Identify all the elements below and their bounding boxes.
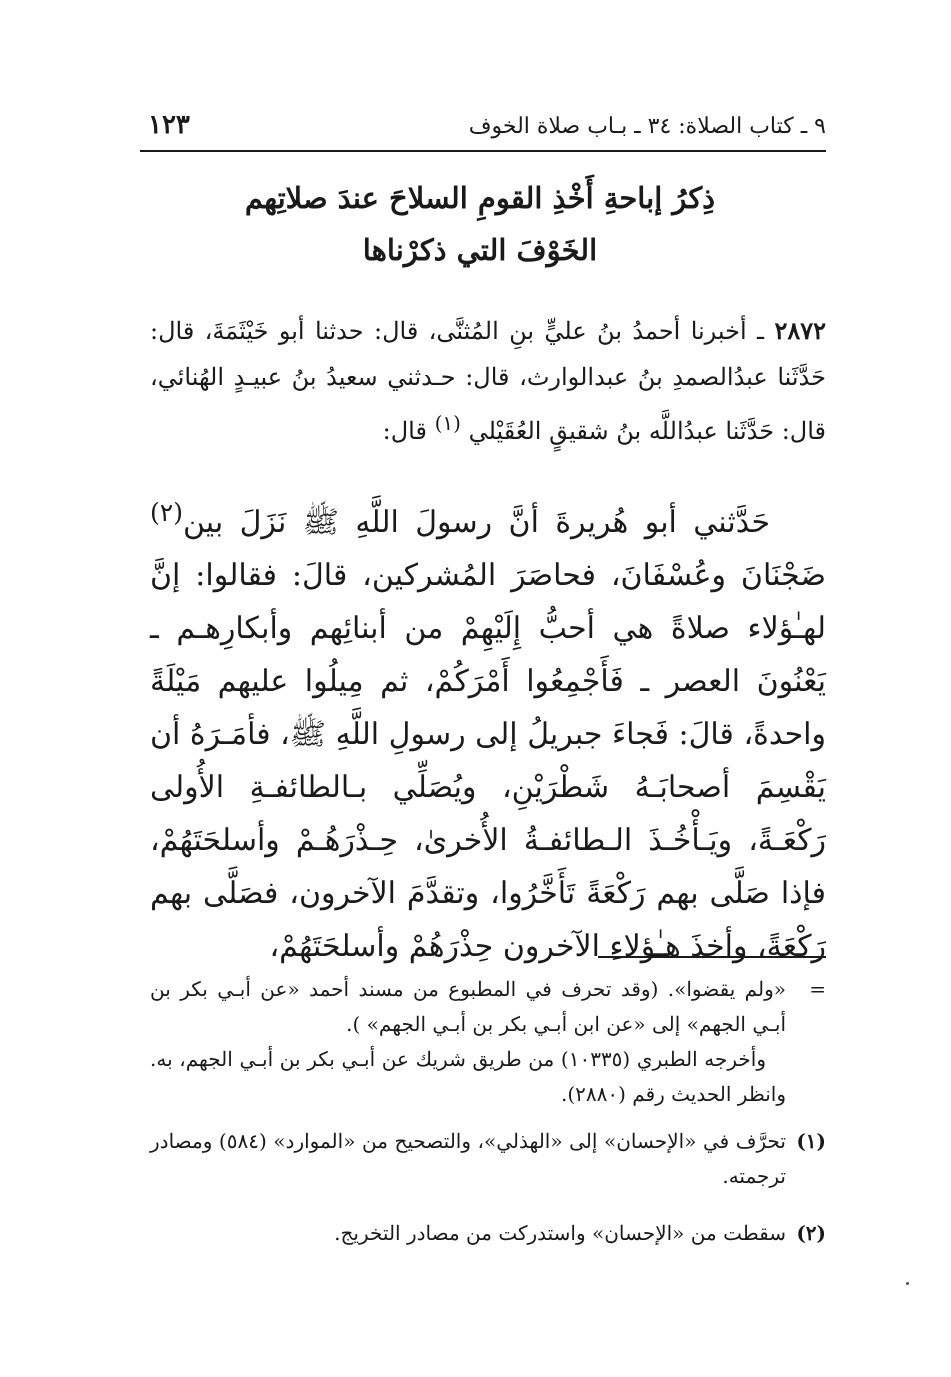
matn-text-part-2: ضَجْنَانَ وعُسْفَانَ، فحاصَرَ المُشركين، قالَ: فقالوا: إنَّ لهـٰؤلاء صلاةً هي أحبُّ إِلَيْهِمْ من أبنائِهم وأبكارِهـم ـ يَعْنُونَ العصر ـ فَأَجْمِعُوا أَمْرَكُمْ، ثم مِيلُوا عليهم مَيْلَةً واحدةً، قالَ: فَجاءَ جبريلُ إلى رسولِ اللَّهِ ﷺ، فأمَـرَهُ أن يَقْسِمَ أصحابَـهُ شَطْرَيْنِ، ويُصَلِّي بـالطائفـةِ الأُولى رَكْعَـةً، ويَـأْخُـذَ الـطائفـةُ الأُخرىٰ، حِـذْرَهُـمْ وأسلحَتَهُمْ، فإذا صَلَّى بهم رَكْعَةً تَأَخَّرُوا، وتقدَّمَ الآخرون، فصَلَّى بهم رَكْعَةً، وأخذَ هـٰؤلاءِ الآخرون حِذْرَهُمْ وأسلحَتَهُمْ، bbox=[150, 558, 826, 964]
chapter-heading-line-1: ذِكرُ إباحةِ أَخْذِ القومِ السلاحَ عندَ صلاتِهم bbox=[244, 181, 716, 215]
footnote-1-text: تحرَّف في «الإحسان» إلى «الهذلي»، والتصحيح من «الموارد» (٥٨٤) ومصادر ترجمته. bbox=[150, 1129, 786, 1188]
footnote-ref-2: (٢) bbox=[150, 498, 183, 527]
running-title: ٩ ـ كتاب الصلاة: ٣٤ ـ بـاب صلاة الخوف bbox=[468, 114, 826, 139]
scan-speck bbox=[906, 1282, 909, 1285]
footnote-2 bbox=[150, 1216, 826, 1251]
running-header bbox=[140, 108, 826, 148]
isnad-ending: قال: bbox=[382, 417, 435, 445]
footnote-rule bbox=[598, 956, 826, 958]
chapter-heading bbox=[200, 172, 760, 276]
header-rule bbox=[140, 150, 826, 152]
chapter-heading-line-2: الخَوْفَ التي ذكرْناها bbox=[362, 233, 598, 267]
footnote-ref-1: (١) bbox=[434, 411, 461, 435]
hadith-number: ٢٨٧٢ bbox=[774, 316, 826, 345]
footnote-1 bbox=[150, 1124, 826, 1194]
footnote-1-number: (١) bbox=[796, 1129, 826, 1153]
footnote-2-text: سقطت من «الإحسان» واستدركت من مصادر التخريج. bbox=[334, 1221, 786, 1245]
footnotes bbox=[150, 972, 826, 1251]
footnote-continuation bbox=[150, 972, 826, 1112]
footnote-2-number: (٢) bbox=[796, 1221, 826, 1245]
footnote-continuation-text-1: «ولم يقضوا». (وقد تحرف في المطبوع من مسند أحمد «عن أبـي بكر بن أبـي الجهم» إلى «عن ابن أبـي بكر بن أبـي الجهم» ). bbox=[150, 977, 786, 1036]
page-number: ١٢٣ bbox=[148, 110, 190, 140]
isnad-text: ـ أخبرنا أحمدُ بنُ عليٍّ بنِ المُثنَّى، قال: حدثنا أبو خَيْثَمَةَ، قال: حَدَّثَنا عبدُالصمدِ بنُ عبدالوارث، قال: حـدثني سعيدُ بنُ عبيـدٍ الهُنائي، قال: حَدَّثَنا عبدُاللَّه بنُ شقيقٍ العُقَيْلي bbox=[150, 317, 826, 445]
isnad-paragraph bbox=[150, 308, 826, 454]
continuation-marker: = bbox=[809, 977, 826, 1001]
matn-paragraph bbox=[150, 486, 826, 973]
matn-text-part-1: حَدَّثني أبو هُريرةَ أنَّ رسولَ اللَّهِ ﷺ نَزَلَ بين bbox=[182, 505, 770, 540]
footnote-continuation-text-2: وأخرجه الطبري (١٠٣٣٥) من طريق شريك عن أبـي بكر بن أبـي الجهم، به. وانظر الحديث رقم (٢٨٨٠). bbox=[150, 1047, 786, 1106]
